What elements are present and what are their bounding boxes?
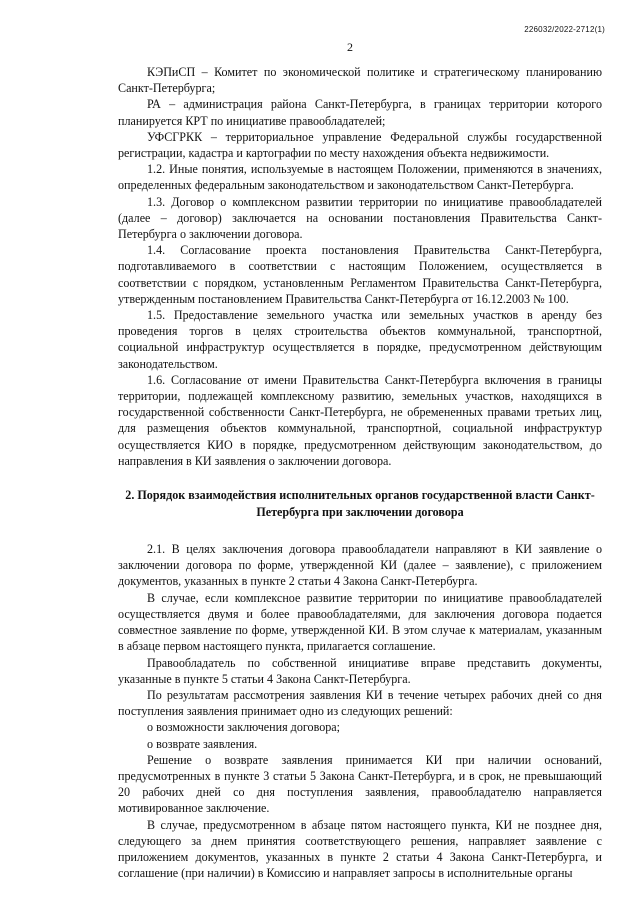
paragraph-1-6: 1.6. Согласование от имени Правительства Санкт-Петербурга включения в границы территории, подлежащей комплексному развитию, земельных участков, находящихся в государственной собственности Санкт-Петербурга, не обремененных правами третьих лиц, для размещения объектов коммунальной, транспортной, социальной инфраструктур осуществляется КИО в порядке, предусмотренном действующим законодательством, до направления в КИ заявления о заключении договора. (118, 372, 602, 468)
paragraph-1-5: 1.5. Предоставление земельного участка или земельных участков в аренду без проведения торгов в целях строительства объектов коммунальной, транспортной, социальной инфраструктур осуществляется в порядке, предусмотренном действующим законодательством. (118, 308, 602, 371)
paragraph-joint-application: В случае, если комплексное развитие территории по инициативе правообладателей осуществляется двумя и более правообладателями, для заключения договора подается совместное заявление по форме, утвержденной КИ. В этом случае к материалам, указанным в абзаце первом настоящего пункта, прилагается соглашение. (118, 590, 602, 654)
paragraph-1-3: 1.3. Договор о комплексном развитии территории по инициативе правообладателей (далее – договор) заключается на основании постановления Правительства Санкт-Петербурга о заключении договора. (118, 194, 602, 242)
paragraph-return-decision: Решение о возврате заявления принимается КИ при наличии оснований, предусмотренных в пункте 3 статьи 5 Закона Санкт-Петербурга, и в срок, не превышающий 20 рабочих дней со дня поступления заявления, правообладателю направляется мотивированное заключение. (118, 752, 602, 816)
paragraph-keps: КЭПиСП – Комитет по экономической политике и стратегическому планированию Санкт-Петербурга; (118, 65, 602, 96)
list-item-possibility: о возможности заключения договора; (147, 720, 341, 735)
paragraph-ra: РА – администрация района Санкт-Петербурга, в границах территории которого планируется КРТ по инициативе правообладателей; (118, 97, 602, 128)
paragraph-ufsgrkk: УФСГРКК – территориальное управление Федеральной службы государственной регистрации, кадастра и картографии по месту нахождения объекта недвижимости. (118, 129, 602, 161)
paragraph-decisions: По результатам рассмотрения заявления КИ в течение четырех рабочих дней со дня поступления заявления принимает одно из следующих решений: (118, 687, 602, 719)
paragraph-2-1: 2.1. В целях заключения договора правообладатели направляют в КИ заявление о заключении договора по форме, утвержденной КИ (далее – заявление), с приложением документов, указанных в пункте 2 статьи 4 Закона Санкт-Петербурга. (118, 542, 602, 589)
paragraph-1-4: 1.4. Согласование проекта постановления Правительства Санкт-Петербурга, подготавливаемого в соответствии с настоящим Положением, осуществляется в соответствии с порядком, установленным Регламентом Правительства Санкт-Петербурга, утвержденным постановлением Правительства Санкт-Петербурга от 16.12.2003 № 100. (118, 243, 602, 306)
section-heading: 2. Порядок взаимодействия исполнительных органов государственной власти Санкт-Петербурга при заключении договора (125, 488, 595, 519)
paragraph-own-initiative: Правообладатель по собственной инициативе вправе представить документы, указанные в пункте 5 статьи 4 Закона Санкт-Петербурга. (118, 655, 602, 686)
document-body (118, 64, 602, 881)
paragraph-1-2: 1.2. Иные понятия, используемые в настоящем Положении, применяются в значениях, определенных федеральным законодательством и законодательством Санкт-Петербурга. (118, 162, 602, 193)
document-number: 226032/2022-2712(1) (524, 25, 605, 34)
list-item-return: о возврате заявления. (147, 736, 258, 751)
paragraph-case-fifth: В случае, предусмотренном в абзаце пятом настоящего пункта, КИ не позднее дня, следующего за днем принятия соответствующего решения, направляет заявление с приложением документов, указанных в пункте 2 статьи 4 Закона Санкт-Петербурга, и соглашение (при наличии) в Комиссию и направляет запросы в исполнительные органы (118, 817, 602, 881)
page-number: 2 (347, 40, 353, 54)
